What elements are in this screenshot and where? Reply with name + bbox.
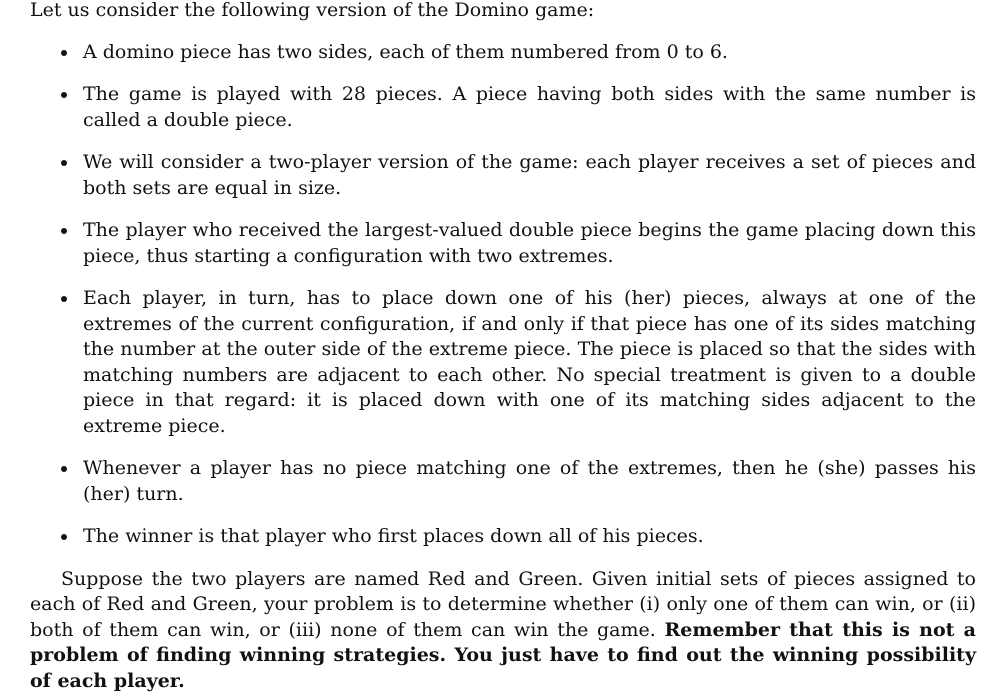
bullet-icon bbox=[60, 40, 70, 65]
bullet-icon bbox=[60, 456, 70, 481]
rule-text-5: Each player, in turn, has to place down one of his (her) pieces, always at one of the extremes of the current configuration, if and only if that piece has one of its sides matching the number at the outer side of the extreme piece. The piece is placed so that the sides with matching numbers are adjacent to each other. No special treatment is given to a double piece in that regard: it is placed down with one of its matching sides adjacent to the extreme piece. bbox=[83, 286, 976, 439]
rule-item-6 bbox=[30, 456, 976, 507]
bullet-icon bbox=[60, 524, 70, 549]
rule-text-4: The player who received the largest-valued double piece begins the game placing down this piece, thus starting a configuration with two extremes. bbox=[83, 218, 976, 269]
rule-text-6: Whenever a player has no piece matching one of the extremes, then he (she) passes his (her) turn. bbox=[83, 456, 976, 507]
intro-paragraph: Let us consider the following version of the Domino game: bbox=[30, 0, 976, 24]
bullet-icon bbox=[60, 82, 70, 107]
rules-list bbox=[30, 40, 976, 550]
bullet-icon bbox=[60, 150, 70, 175]
summary-paragraph bbox=[30, 567, 976, 694]
rule-text-7: The winner is that player who first places down all of his pieces. bbox=[83, 524, 976, 550]
rule-item-4 bbox=[30, 218, 976, 269]
problem-document bbox=[30, 0, 976, 694]
emphasis-text: Remember that this is not a problem of finding winning strategies. You just have to find out the winning possibility of each player. bbox=[30, 619, 976, 692]
rule-item-3 bbox=[30, 150, 976, 201]
rule-item-5 bbox=[30, 286, 976, 439]
rule-text-3: We will consider a two-player version of the game: each player receives a set of pieces and both sets are equal in size. bbox=[83, 150, 976, 201]
bullet-icon bbox=[60, 286, 70, 311]
rule-text-2: The game is played with 28 pieces. A piece having both sides with the same number is called a double piece. bbox=[83, 82, 976, 133]
rule-item-7 bbox=[30, 524, 976, 550]
rule-item-2 bbox=[30, 82, 976, 133]
rule-text-1: A domino piece has two sides, each of them numbered from 0 to 6. bbox=[83, 40, 976, 66]
rule-item-1 bbox=[30, 40, 976, 66]
bullet-icon bbox=[60, 218, 70, 243]
summary-text: Suppose the two players are named Red and Green. Given initial sets of pieces assigned to each of Red and Green, your problem is to determine whether (i) only one of them can win, or (ii) both of them can win, or (iii) none of them can win the game. bbox=[30, 568, 976, 641]
